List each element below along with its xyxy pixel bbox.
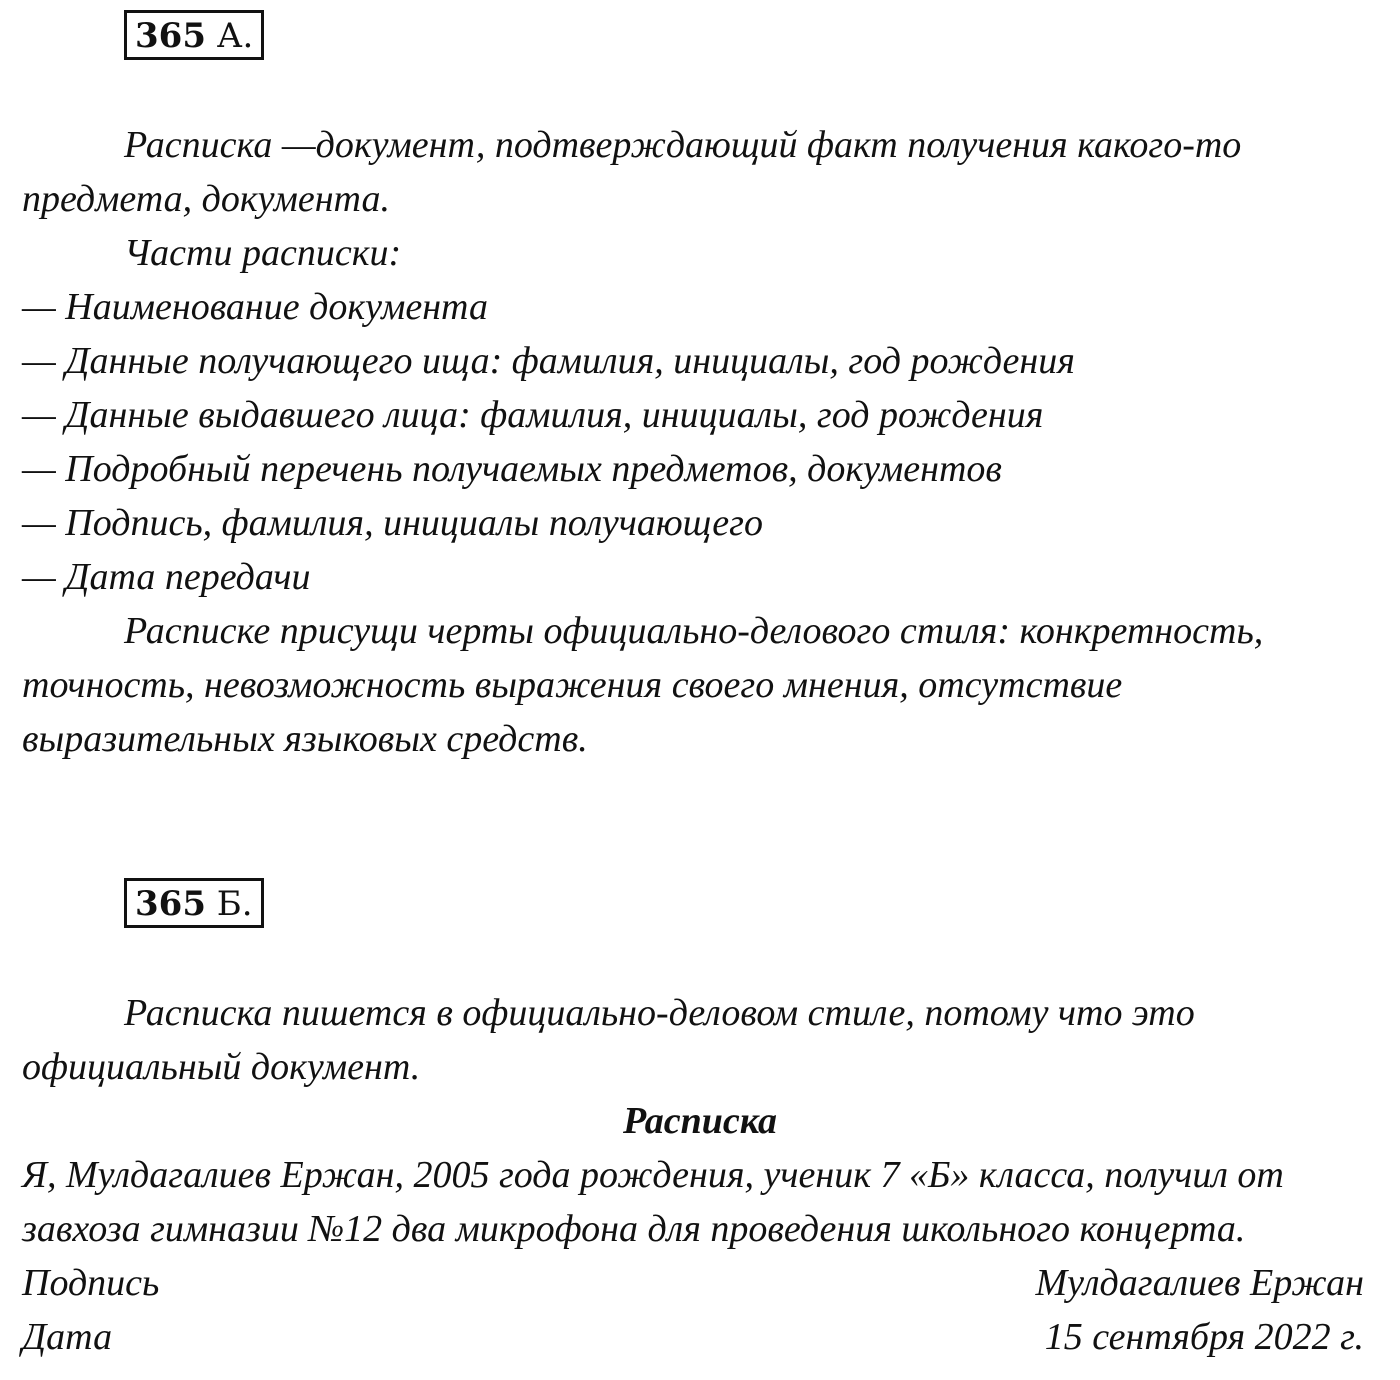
exercise-label-b: [124, 878, 264, 928]
list-item: — Дата передачи: [22, 556, 311, 598]
signature-value: Мулдагалиев Ержан: [1035, 1262, 1364, 1304]
exercise-letter: А.: [216, 16, 254, 56]
list-item: — Подпись, фамилия, инициалы получающего: [22, 502, 763, 544]
date-label: Дата: [22, 1316, 113, 1358]
answer-line-2: официальный документ.: [22, 1046, 421, 1088]
receipt-body-line-2: завхоза гимназии №12 два микрофона для проведения школьного концерта.: [22, 1208, 1246, 1250]
answer-line-1: Расписка пишется в официально-деловом стиле, потому что это: [124, 992, 1195, 1034]
list-item: — Данные выдавшего лица: фамилия, инициалы, год рождения: [22, 394, 1044, 436]
style-line-3: выразительных языковых средств.: [22, 718, 588, 760]
exercise-number: 365: [135, 884, 206, 924]
exercise-letter: Б.: [216, 884, 253, 924]
style-line-1: Расписке присущи черты официально-делового стиля: конкретность,: [124, 610, 1264, 652]
style-line-2: точность, невозможность выражения своего мнения, отсутствие: [22, 664, 1123, 706]
list-item: — Наименование документа: [22, 286, 488, 328]
parts-heading: Части расписки:: [124, 232, 402, 274]
signature-label: Подпись: [22, 1262, 160, 1304]
list-item: — Данные получающего ища: фамилия, инициалы, год рождения: [22, 340, 1075, 382]
definition-line-2: предмета, документа.: [22, 178, 390, 220]
date-value: 15 сентября 2022 г.: [1044, 1316, 1364, 1358]
exercise-number: 365: [135, 16, 206, 56]
list-item: — Подробный перечень получаемых предметов, документов: [22, 448, 1002, 490]
receipt-body-line-1: Я, Мулдагалиев Ержан, 2005 года рождения, ученик 7 «Б» класса, получил от: [22, 1154, 1284, 1196]
receipt-title: Расписка: [622, 1100, 778, 1142]
exercise-label-a: [124, 10, 264, 60]
definition-line-1: Расписка —документ, подтверждающий факт получения какого-то: [124, 124, 1242, 166]
